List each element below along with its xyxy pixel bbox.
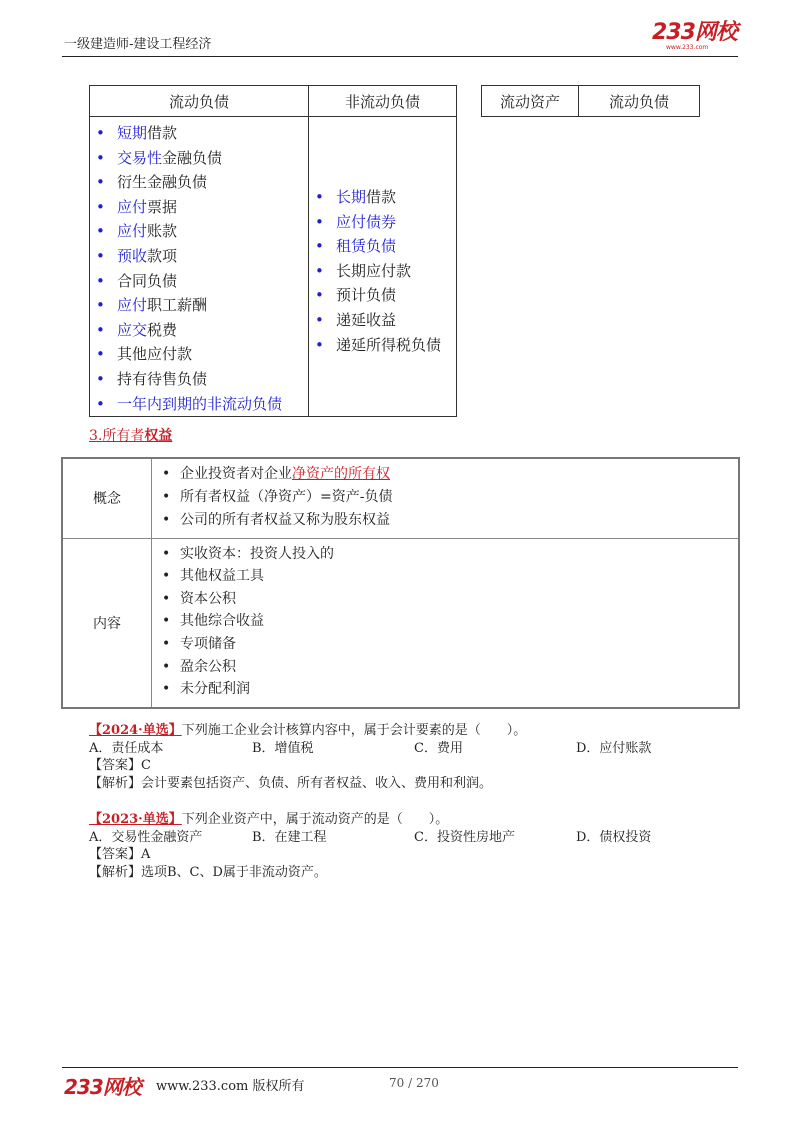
term-text: 税费	[147, 320, 178, 339]
logo-url: www.233.com	[666, 44, 709, 51]
net-assets-ownership-highlight: 净资产的所有权	[292, 466, 390, 483]
highlighted-term: 应付债券	[336, 212, 397, 231]
highlighted-term: 一年内到期的非流动负债	[117, 394, 283, 413]
list-item	[162, 678, 738, 701]
noncurrent-liability-item	[309, 259, 456, 284]
concept-list	[152, 463, 738, 531]
equity-component: 实收资本：投资人投入的	[180, 545, 334, 562]
highlighted-term: 短期	[117, 124, 148, 142]
option-c: C．投资性房地产	[414, 829, 515, 845]
question-options	[89, 740, 739, 758]
content-content	[152, 538, 740, 708]
bullet-icon: •	[96, 173, 105, 192]
bullet-icon: •	[96, 320, 105, 339]
noncurrent-liability-item	[309, 210, 456, 235]
section-heading-owners-equity	[89, 425, 172, 445]
list-item	[162, 656, 738, 679]
current-liability-item	[90, 170, 308, 195]
current-liability-item	[90, 367, 308, 392]
list-item	[162, 565, 738, 588]
noncurrent-liabilities-list	[309, 185, 456, 357]
bullet-icon: •	[96, 345, 105, 364]
bullet-icon: •	[96, 296, 105, 315]
noncurrent-liability-item	[309, 234, 456, 259]
question-stem: 下列施工企业会计核算内容中，属于会计要素的是（ ）。	[181, 723, 527, 738]
noncurrent-liability-item	[309, 185, 456, 210]
concept-content	[152, 458, 740, 538]
term-text: 借款	[147, 124, 178, 142]
term-text: 款项	[147, 246, 178, 265]
bullet-icon: •	[96, 197, 105, 216]
list-item: • 公司的所有者权益又称为股东权益	[162, 511, 390, 528]
bullet-icon: •	[315, 286, 324, 305]
term-text: 预计负债	[336, 286, 397, 305]
equity-component: 其他综合收益	[180, 613, 264, 630]
bullet-icon: •	[162, 613, 171, 630]
option-a: A．责任成本	[89, 740, 164, 756]
list-item	[162, 610, 738, 633]
question-block	[89, 811, 739, 881]
content-list	[152, 543, 738, 701]
noncurrent-liabilities-header: 非流动负债	[309, 86, 457, 117]
list-item: • 所有者权益（净资产）=资产-负债	[162, 488, 393, 505]
highlighted-term: 预收	[117, 246, 148, 265]
bullet-icon: •	[162, 590, 171, 607]
document-header-title: 一级建造师-建设工程经济	[64, 37, 212, 52]
current-liability-item	[90, 293, 308, 318]
term-text: 衍生金融负债	[117, 173, 208, 192]
bullet-icon: •	[96, 222, 105, 241]
concept-item1-prefix: 企业投资者对企业	[180, 466, 292, 483]
bullet-icon: •	[162, 568, 171, 585]
bullet-icon: •	[315, 237, 324, 256]
question-tag: 【2024·单选】	[89, 723, 182, 738]
bullet-icon: •	[315, 212, 324, 231]
equity-component: 盈余公积	[180, 658, 236, 675]
content-label: 内容	[62, 538, 152, 708]
noncurrent-liability-item	[309, 333, 456, 358]
brand-logo	[652, 22, 738, 51]
concept-label: 概念	[62, 458, 152, 538]
term-text: 递延收益	[336, 310, 397, 329]
highlighted-term: 长期	[336, 188, 367, 206]
term-text: 持有待售负债	[117, 369, 208, 388]
bullet-icon: •	[96, 124, 105, 142]
footer-copyright: www.233.com 版权所有	[156, 1079, 305, 1094]
question-stem: 下列企业资产中，属于流动资产的是（ ）。	[181, 812, 449, 827]
current-liability-item	[90, 195, 308, 220]
bullet-icon: •	[96, 246, 105, 265]
current-liabilities-cell	[90, 117, 309, 417]
current-liability-item	[90, 342, 308, 367]
section-title-bold: 权益	[144, 428, 173, 444]
list-item	[162, 543, 738, 566]
equity-component: 专项储备	[180, 636, 236, 653]
option-c: C．费用	[414, 740, 463, 756]
section-number: 3.	[89, 428, 103, 444]
header-divider	[62, 56, 738, 57]
owners-equity-table	[61, 457, 740, 709]
list-item: • 企业投资者对企业净资产的所有权	[162, 466, 390, 483]
bullet-icon: •	[96, 394, 105, 413]
bullet-icon: •	[315, 310, 324, 329]
current-liabilities-list	[90, 121, 308, 416]
highlighted-term: 应付	[117, 296, 148, 315]
option-b: B．增值税	[252, 740, 314, 756]
current-liability-item	[90, 121, 308, 146]
equity-component: 资本公积	[180, 590, 236, 607]
liabilities-table	[89, 85, 457, 417]
bullet-icon: •	[96, 369, 105, 388]
analysis: 【解析】会计要素包括资产、负债、所有者权益、收入、费用和利润。	[89, 775, 493, 791]
question-tag: 【2023·单选】	[89, 812, 182, 827]
equity-component: 其他权益工具	[180, 568, 264, 585]
list-item	[162, 633, 738, 656]
footer-divider	[62, 1067, 738, 1068]
assets-liabilities-table	[481, 85, 700, 117]
bullet-icon: •	[162, 545, 171, 562]
term-text: 长期应付款	[336, 261, 412, 280]
bullet-icon: •	[96, 148, 105, 167]
equity-component: 未分配利润	[180, 681, 250, 698]
bullet-icon: •	[96, 271, 105, 290]
bullet-icon: •	[162, 636, 171, 653]
answer: 【答案】C	[89, 758, 151, 773]
footer-logo: 233网校	[64, 1075, 141, 1099]
bullet-icon: •	[162, 681, 171, 698]
current-assets-cell: 流动资产	[482, 86, 579, 117]
term-text: 借款	[366, 188, 397, 206]
current-liability-item	[90, 269, 308, 294]
highlighted-term: 应付	[117, 222, 148, 241]
analysis: 【解析】选项B、C、D属于非流动资产。	[89, 864, 327, 880]
term-text: 职工薪酬	[147, 296, 208, 315]
concept-item3: 公司的所有者权益又称为股东权益	[180, 511, 390, 528]
page-number: 70 / 270	[389, 1076, 439, 1090]
bullet-icon: •	[162, 658, 171, 675]
concept-item2: 所有者权益（净资产）=资产-负债	[180, 488, 393, 505]
question-block	[89, 722, 739, 792]
noncurrent-liability-item	[309, 308, 456, 333]
current-liability-item	[90, 318, 308, 343]
highlighted-term: 交易性	[117, 148, 163, 167]
option-d: D．债权投资	[576, 829, 652, 845]
option-d: D．应付账款	[576, 740, 652, 756]
current-liability-item	[90, 392, 308, 417]
noncurrent-liability-item	[309, 283, 456, 308]
current-liability-item	[90, 244, 308, 269]
highlighted-term: 应交	[117, 320, 148, 339]
highlighted-term: 应付	[117, 197, 148, 216]
highlighted-term: 租赁负债	[336, 237, 397, 256]
term-text: 金融负债	[162, 148, 223, 167]
question-options	[89, 829, 739, 847]
term-text: 账款	[147, 222, 178, 241]
logo-text: 233网校	[652, 20, 737, 45]
term-text: 合同负债	[117, 271, 178, 290]
term-text: 递延所得税负债	[336, 335, 442, 354]
answer: 【答案】A	[89, 847, 151, 862]
list-item	[162, 588, 738, 611]
noncurrent-liabilities-cell	[309, 117, 457, 417]
term-text: 票据	[147, 197, 178, 216]
current-liabilities-header: 流动负债	[90, 86, 309, 117]
term-text: 其他应付款	[117, 345, 193, 364]
option-a: A．交易性金融资产	[89, 829, 203, 845]
bullet-icon: •	[315, 335, 324, 354]
current-liability-item	[90, 219, 308, 244]
bullet-icon: •	[315, 188, 324, 206]
section-title-prefix: 所有者	[102, 428, 145, 444]
bullet-icon: •	[315, 261, 324, 280]
current-liability-item	[90, 146, 308, 171]
option-b: B．在建工程	[252, 829, 327, 845]
current-liabilities-cell-small: 流动负债	[579, 86, 700, 117]
